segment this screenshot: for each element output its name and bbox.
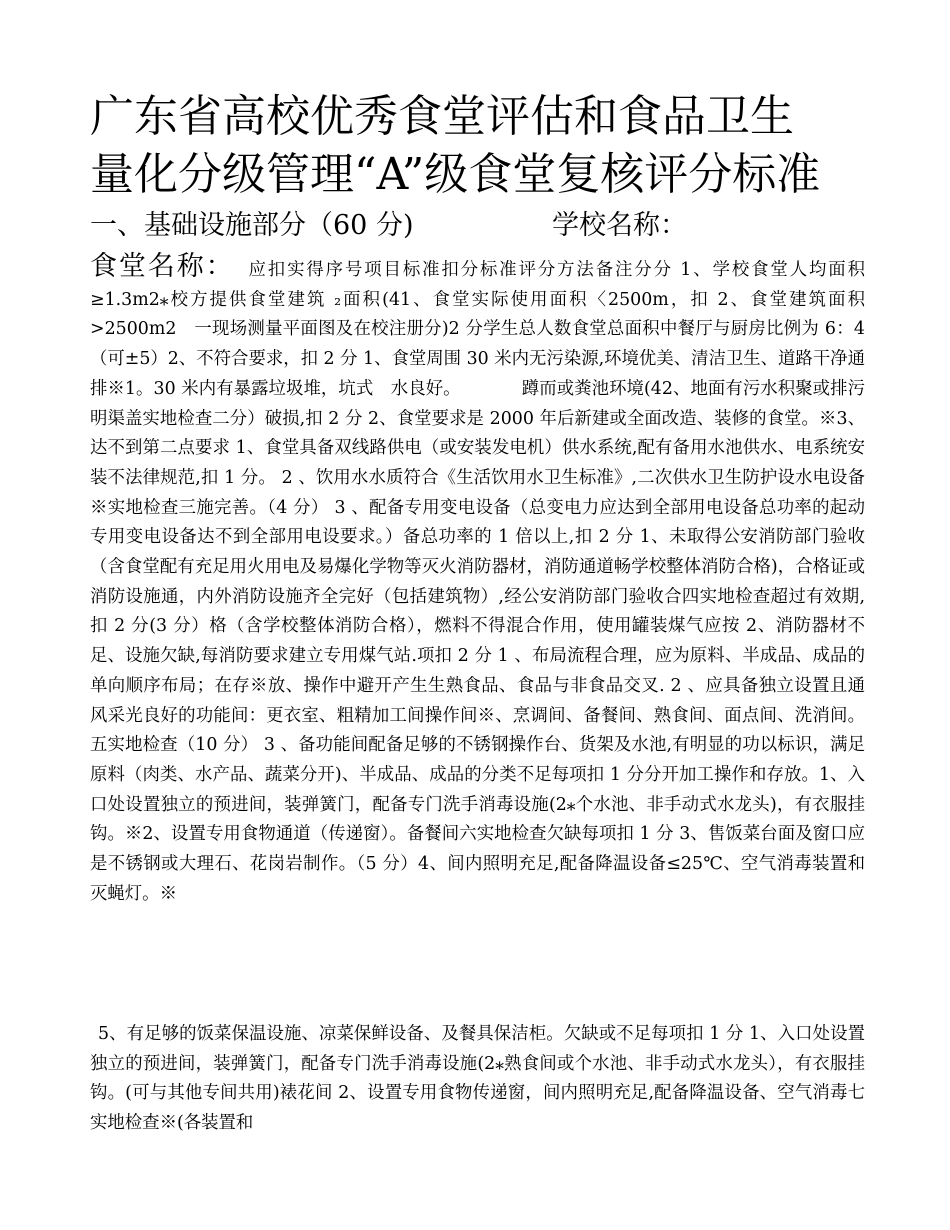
paragraph-1-text: 应扣实得序号项目标准扣分标准评分方法备注分分 1、学校食堂人均面积≥1.3m2⁎校方提供食堂建筑 ₂面积(41、食堂实际使用面积〈2500m，扣 2、食堂建筑面积>2500m2 一现场测量平面图及在校注册分)2 分学生总人数食堂总面积中餐厅与厨房比例为 6：4（可±5）2、不符合要求，扣 2 分 1、食堂周围 30 米内无污染源,环境优美、清洁卫生、道路干净通排※1。30 米内有暴露垃圾堆，坑式 水良好。 蹲而或粪池环境(42、地面有污水积聚或排污明渠盖实地检查二分）破损,扣 2 分 2、食堂要求是 2000 年后新建或全面改造、装修的食堂。※3、达不到第二点要求 1、食堂具备双线路供电（或安装发电机）供水系统,配有备用水池供水、电系统安装不法律规范,扣 1 分。 2 、饮用水水质符合《生活饮用水卫生标准》,二次供水卫生防护设水电设备※实地检查三施完善。（4 分） 3 、配备专用变电设备（总变电力应达到全部用电设备总功率的起动专用变电设备达不到全部用电设要求。）备总功率的 1 倍以上,扣 2 分 1、未取得公安消防部门验收（含食堂配有充足用火用电及易爆化学物等灭火消防器材，消防通道畅学校整体消防合格)，合格证或消防设施通，内外消防设施齐全完好（包括建筑物）,经公安消防部门验收合四实地检查超过有效期,扣 2 分(3 分）格（含学校整体消防合格），燃料不得混合作用，使用罐装煤气应按 2、消防器材不足、设施欠缺,每消防要求建立专用煤气站.项扣 2 分 1 、布局流程合理，应为原料、半成品、成品的单向顺序布局；在存※放、操作中避开产生生熟食品、食品与非食品交叉. 2 、应具备独立设置且通风采光良好的功能间：更衣室、粗精加工间操作间※、烹调间、备餐间、熟食间、面点间、洗消间。五实地检查（10 分） 3 、备功能间配备足够的不锈钢操作台、货架及水池,有明显的功以标识，满足原料（肉类、水产品、蔬菜分开)、半成品、成品的分类不足每项扣 1 分分开加工操作和存放。1、入口处设置独立的预进间，装弹簧门，配备专门洗手消毒设施(2⁎个水池、非手动式水龙头)，有衣服挂钩。※2、设置专用食物通道（传递窗）。备餐间六实地检查欠缺每项扣 1 分 3、售饭菜台面及窗口应是不锈钢或大理石、花岗岩制作。（5 分）4、间内照明充足,配备降温设备≤25℃、空气消毒装置和灭蝇灯。※ [90, 260, 865, 904]
section-heading-text: 一、基础设施部分（60 分) [90, 210, 414, 241]
school-name-label: 学校名称： [552, 210, 687, 241]
body-paragraph-2 [90, 1020, 865, 1139]
document-title [90, 88, 890, 204]
section-heading [90, 206, 687, 246]
title-line-2: 量化分级管理“A”级食堂复核评分标准 [90, 149, 821, 200]
body-paragraph-1 [90, 252, 865, 909]
canteen-name-label: 食堂名称： [90, 251, 235, 282]
title-line-1: 广东省高校优秀食堂评估和食品卫生 [90, 91, 794, 142]
paragraph-2-text: 5、有足够的饭菜保温设施、凉菜保鲜设备、及餐具保洁柜。欠缺或不足每项扣 1 分 1、入口处设置独立的预进间，装弹簧门，配备专门洗手消毒设施(2⁎熟食间或个水池、非手动式水龙头），有衣服挂钩。(可与其他专间共用)裱花间 2、设置专用食物传递窗，间内照明充足,配备降温设备、空气消毒七实地检查※(各装置和 [90, 1024, 865, 1134]
